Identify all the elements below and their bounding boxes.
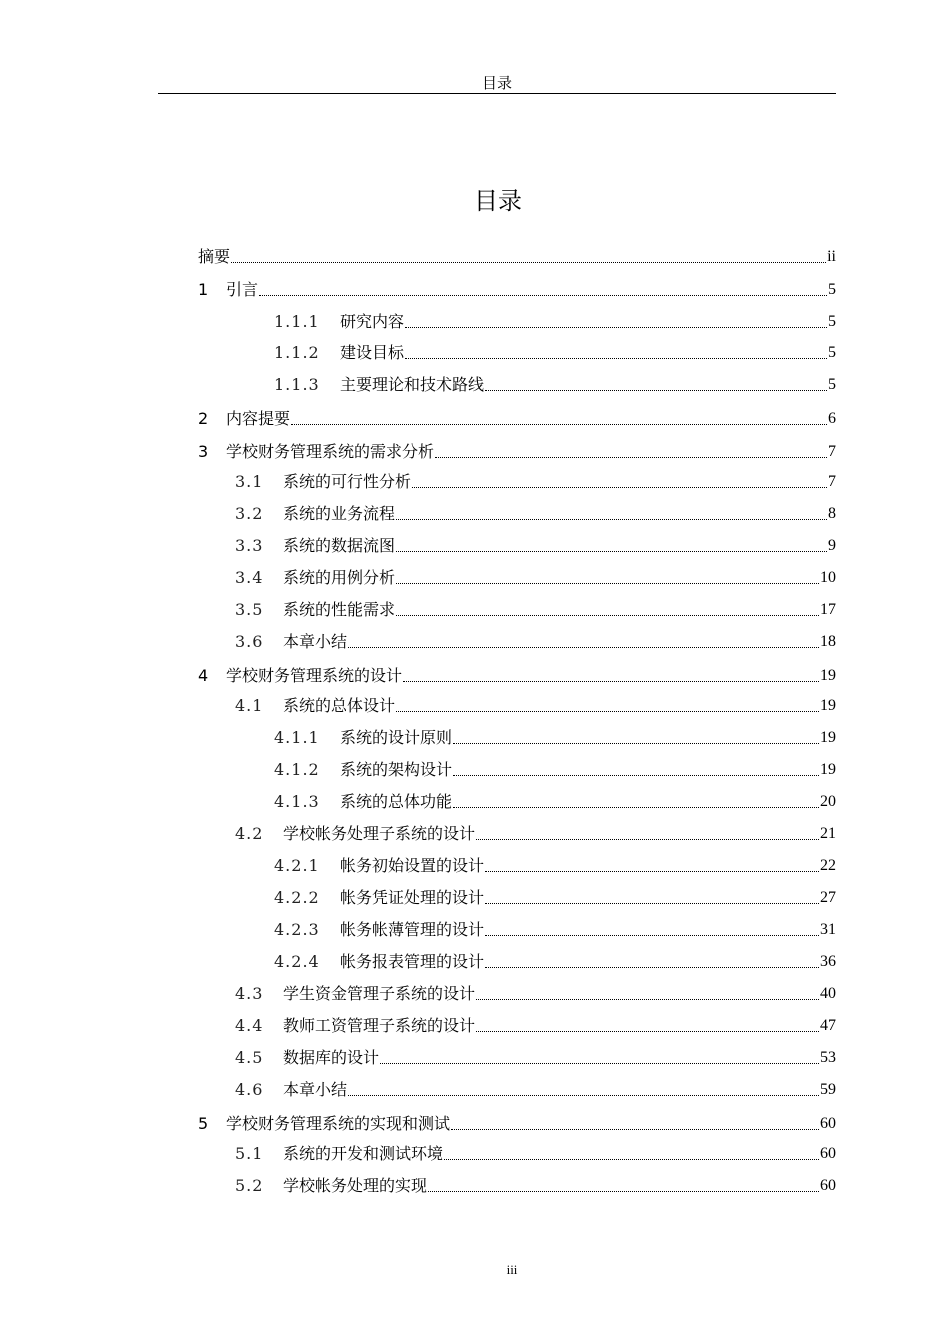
toc-entry[interactable] — [198, 664, 836, 686]
toc-entry-page: 6 — [828, 410, 836, 427]
dot-leader — [485, 935, 819, 936]
toc-entry-page: 36 — [820, 953, 836, 970]
toc-entry[interactable] — [198, 566, 836, 588]
toc-entry-label: 学校财务管理系统的实现和测试 — [226, 1114, 451, 1133]
toc-entry-page: 22 — [820, 857, 836, 874]
toc-entry[interactable] — [198, 726, 836, 748]
running-header: 目录 — [481, 74, 512, 92]
toc-entry-number: 1.1.2 — [274, 343, 320, 362]
dot-leader — [444, 1159, 819, 1160]
toc-entry-page: 19 — [820, 761, 836, 778]
toc-entry-page: 19 — [820, 697, 836, 714]
dot-leader — [396, 551, 827, 552]
toc-entry-label: 系统的总体设计 — [283, 696, 396, 715]
toc-entry[interactable] — [198, 278, 836, 300]
toc-entry-label: 帐务报表管理的设计 — [340, 952, 485, 971]
toc-title: 目录 — [474, 187, 522, 215]
toc-entry-number: 4.1.2 — [274, 760, 320, 779]
toc-entry-label: 帐务帐薄管理的设计 — [340, 920, 485, 939]
toc-entry-label: 学校财务管理系统的设计 — [226, 666, 403, 685]
toc-entry[interactable] — [198, 822, 836, 844]
toc-entry-page: 5 — [828, 281, 836, 298]
dot-leader — [396, 519, 827, 520]
toc-entry-page: 10 — [820, 569, 836, 586]
toc-entry-page: 19 — [820, 667, 836, 684]
toc-entry-page: 8 — [828, 505, 836, 522]
toc-entry-number: 3 — [198, 442, 209, 461]
dot-leader — [485, 390, 827, 391]
toc-entry-page: 17 — [820, 601, 836, 618]
toc-entry-page: 5 — [828, 313, 836, 330]
dot-leader — [476, 999, 819, 1000]
toc-entry-number: 5.1 — [235, 1144, 264, 1163]
dot-leader — [403, 681, 819, 682]
toc-entry-number: 1.1.3 — [274, 375, 320, 394]
toc-entry[interactable] — [198, 630, 836, 652]
toc-entry[interactable] — [198, 534, 836, 556]
toc-entry-label: 数据库的设计 — [283, 1048, 380, 1067]
toc-entry-label: 系统的性能需求 — [283, 600, 396, 619]
toc-entry[interactable] — [198, 373, 836, 395]
toc-entry-label: 系统的设计原则 — [340, 728, 453, 747]
toc-entry-page: 21 — [820, 825, 836, 842]
toc-entry[interactable] — [198, 854, 836, 876]
toc-entry-label: 建设目标 — [340, 343, 405, 362]
toc-entry-page: 20 — [820, 793, 836, 810]
toc-entry-label: 学校帐务处理的实现 — [283, 1176, 428, 1195]
toc-entry-number: 4.1 — [235, 696, 264, 715]
toc-entry[interactable] — [198, 982, 836, 1004]
toc-entry-number: 3.1 — [235, 472, 264, 491]
toc-entry[interactable] — [198, 758, 836, 780]
toc-entry-number: 5 — [198, 1114, 209, 1133]
toc-entry-number: 3.3 — [235, 536, 264, 555]
toc-entry-label: 学校帐务处理子系统的设计 — [283, 824, 476, 843]
toc-entry[interactable] — [198, 310, 836, 332]
toc-entry-label: 本章小结 — [283, 632, 348, 651]
dot-leader — [396, 711, 819, 712]
header-rule — [158, 93, 836, 94]
toc-entry[interactable] — [198, 1142, 836, 1164]
dot-leader — [453, 743, 819, 744]
toc-entry-page: 18 — [820, 633, 836, 650]
toc-entry-number: 1.1.1 — [274, 312, 320, 331]
dot-leader — [428, 1191, 819, 1192]
toc-entry[interactable] — [198, 502, 836, 524]
dot-leader — [453, 775, 819, 776]
toc-entry-number: 4.1.3 — [274, 792, 320, 811]
toc-entry-page: ii — [827, 248, 836, 265]
toc-entry-page: 31 — [820, 921, 836, 938]
toc-entry-page: 7 — [828, 473, 836, 490]
toc-entry[interactable] — [198, 918, 836, 940]
toc-entry-page: 5 — [828, 376, 836, 393]
toc-entry-page: 5 — [828, 344, 836, 361]
toc-entry-number: 4.6 — [235, 1080, 264, 1099]
toc-entry-label: 内容提要 — [226, 409, 291, 428]
dot-leader — [348, 647, 819, 648]
toc-entry[interactable] — [198, 950, 836, 972]
toc-entry-number: 4.2.1 — [274, 856, 320, 875]
toc-entry[interactable] — [198, 1112, 836, 1134]
toc-entry-number: 3.2 — [235, 504, 264, 523]
toc-entry-number: 4.5 — [235, 1048, 264, 1067]
toc-entry[interactable] — [198, 790, 836, 812]
toc-entry-page: 47 — [820, 1017, 836, 1034]
toc-entry-label: 帐务凭证处理的设计 — [340, 888, 485, 907]
dot-leader — [485, 871, 819, 872]
toc-entry-page: 53 — [820, 1049, 836, 1066]
toc-entry[interactable] — [198, 407, 836, 429]
toc-entry-number: 2 — [198, 409, 209, 428]
toc-entry-number: 4.3 — [235, 984, 264, 1003]
dot-leader — [396, 615, 819, 616]
toc-entry-number: 3.5 — [235, 600, 264, 619]
toc-entry-number: 4.2.4 — [274, 952, 320, 971]
dot-leader — [435, 457, 827, 458]
dot-leader — [485, 967, 819, 968]
toc-entry-page: 7 — [828, 443, 836, 460]
toc-entry-label: 主要理论和技术路线 — [340, 375, 485, 394]
toc-entry[interactable] — [198, 886, 836, 908]
toc-entry-page: 19 — [820, 729, 836, 746]
toc-entry-label: 教师工资管理子系统的设计 — [283, 1016, 476, 1035]
toc-entry[interactable] — [198, 470, 836, 492]
footer-page-number: iii — [506, 1262, 518, 1277]
toc-entry-label: 学校财务管理系统的需求分析 — [226, 442, 435, 461]
toc-entry[interactable] — [198, 1046, 836, 1068]
toc-entry-page: 60 — [820, 1177, 836, 1194]
toc-entry-number: 5.2 — [235, 1176, 264, 1195]
toc-entry-label: 系统的开发和测试环境 — [283, 1144, 444, 1163]
dot-leader — [259, 295, 827, 296]
toc-entry-number: 4.4 — [235, 1016, 264, 1035]
dot-leader — [451, 1129, 819, 1130]
dot-leader — [412, 487, 827, 488]
toc-entry-label: 系统的可行性分析 — [283, 472, 412, 491]
toc-entry-page: 59 — [820, 1081, 836, 1098]
toc-entry[interactable] — [198, 440, 836, 462]
dot-leader — [231, 262, 826, 263]
dot-leader — [476, 1031, 819, 1032]
toc-entry[interactable] — [198, 598, 836, 620]
toc-entry-number: 4 — [198, 666, 209, 685]
dot-leader — [291, 424, 827, 425]
toc-entry-number: 1 — [198, 280, 209, 299]
toc-entry-label: 帐务初始设置的设计 — [340, 856, 485, 875]
toc-entry[interactable] — [198, 1174, 836, 1196]
toc-entry-number: 4.2 — [235, 824, 264, 843]
dot-leader — [485, 903, 819, 904]
toc-entry-label: 研究内容 — [340, 312, 405, 331]
dot-leader — [348, 1095, 819, 1096]
toc-entry-page: 9 — [828, 537, 836, 554]
toc-entry-number: 3.6 — [235, 632, 264, 651]
toc-entry[interactable] — [198, 245, 836, 267]
toc-entry-page: 27 — [820, 889, 836, 906]
dot-leader — [405, 327, 827, 328]
toc-entry[interactable] — [198, 1078, 836, 1100]
toc-entry-label: 系统的用例分析 — [283, 568, 396, 587]
toc-entry-number: 3.4 — [235, 568, 264, 587]
toc-entry-page: 60 — [820, 1145, 836, 1162]
toc-entry-number: 4.2.3 — [274, 920, 320, 939]
toc-entry[interactable] — [198, 1014, 836, 1036]
toc-entry-label: 引言 — [226, 280, 259, 299]
toc-entry-page: 60 — [820, 1115, 836, 1132]
toc-entry-label: 系统的总体功能 — [340, 792, 453, 811]
toc-entry-number: 4.1.1 — [274, 728, 320, 747]
toc-entry-number: 4.2.2 — [274, 888, 320, 907]
toc-entry[interactable] — [198, 694, 836, 716]
dot-leader — [380, 1063, 819, 1064]
toc-entry-page: 40 — [820, 985, 836, 1002]
toc-entry-label: 系统的数据流图 — [283, 536, 396, 555]
dot-leader — [476, 839, 819, 840]
toc-entry-label: 本章小结 — [283, 1080, 348, 1099]
toc-entry-label: 系统的业务流程 — [283, 504, 396, 523]
toc-entry[interactable] — [198, 341, 836, 363]
dot-leader — [396, 583, 819, 584]
toc-entry-label: 摘要 — [198, 247, 231, 266]
toc-entry-label: 系统的架构设计 — [340, 760, 453, 779]
dot-leader — [453, 807, 819, 808]
toc-entry-label: 学生资金管理子系统的设计 — [283, 984, 476, 1003]
dot-leader — [405, 358, 827, 359]
